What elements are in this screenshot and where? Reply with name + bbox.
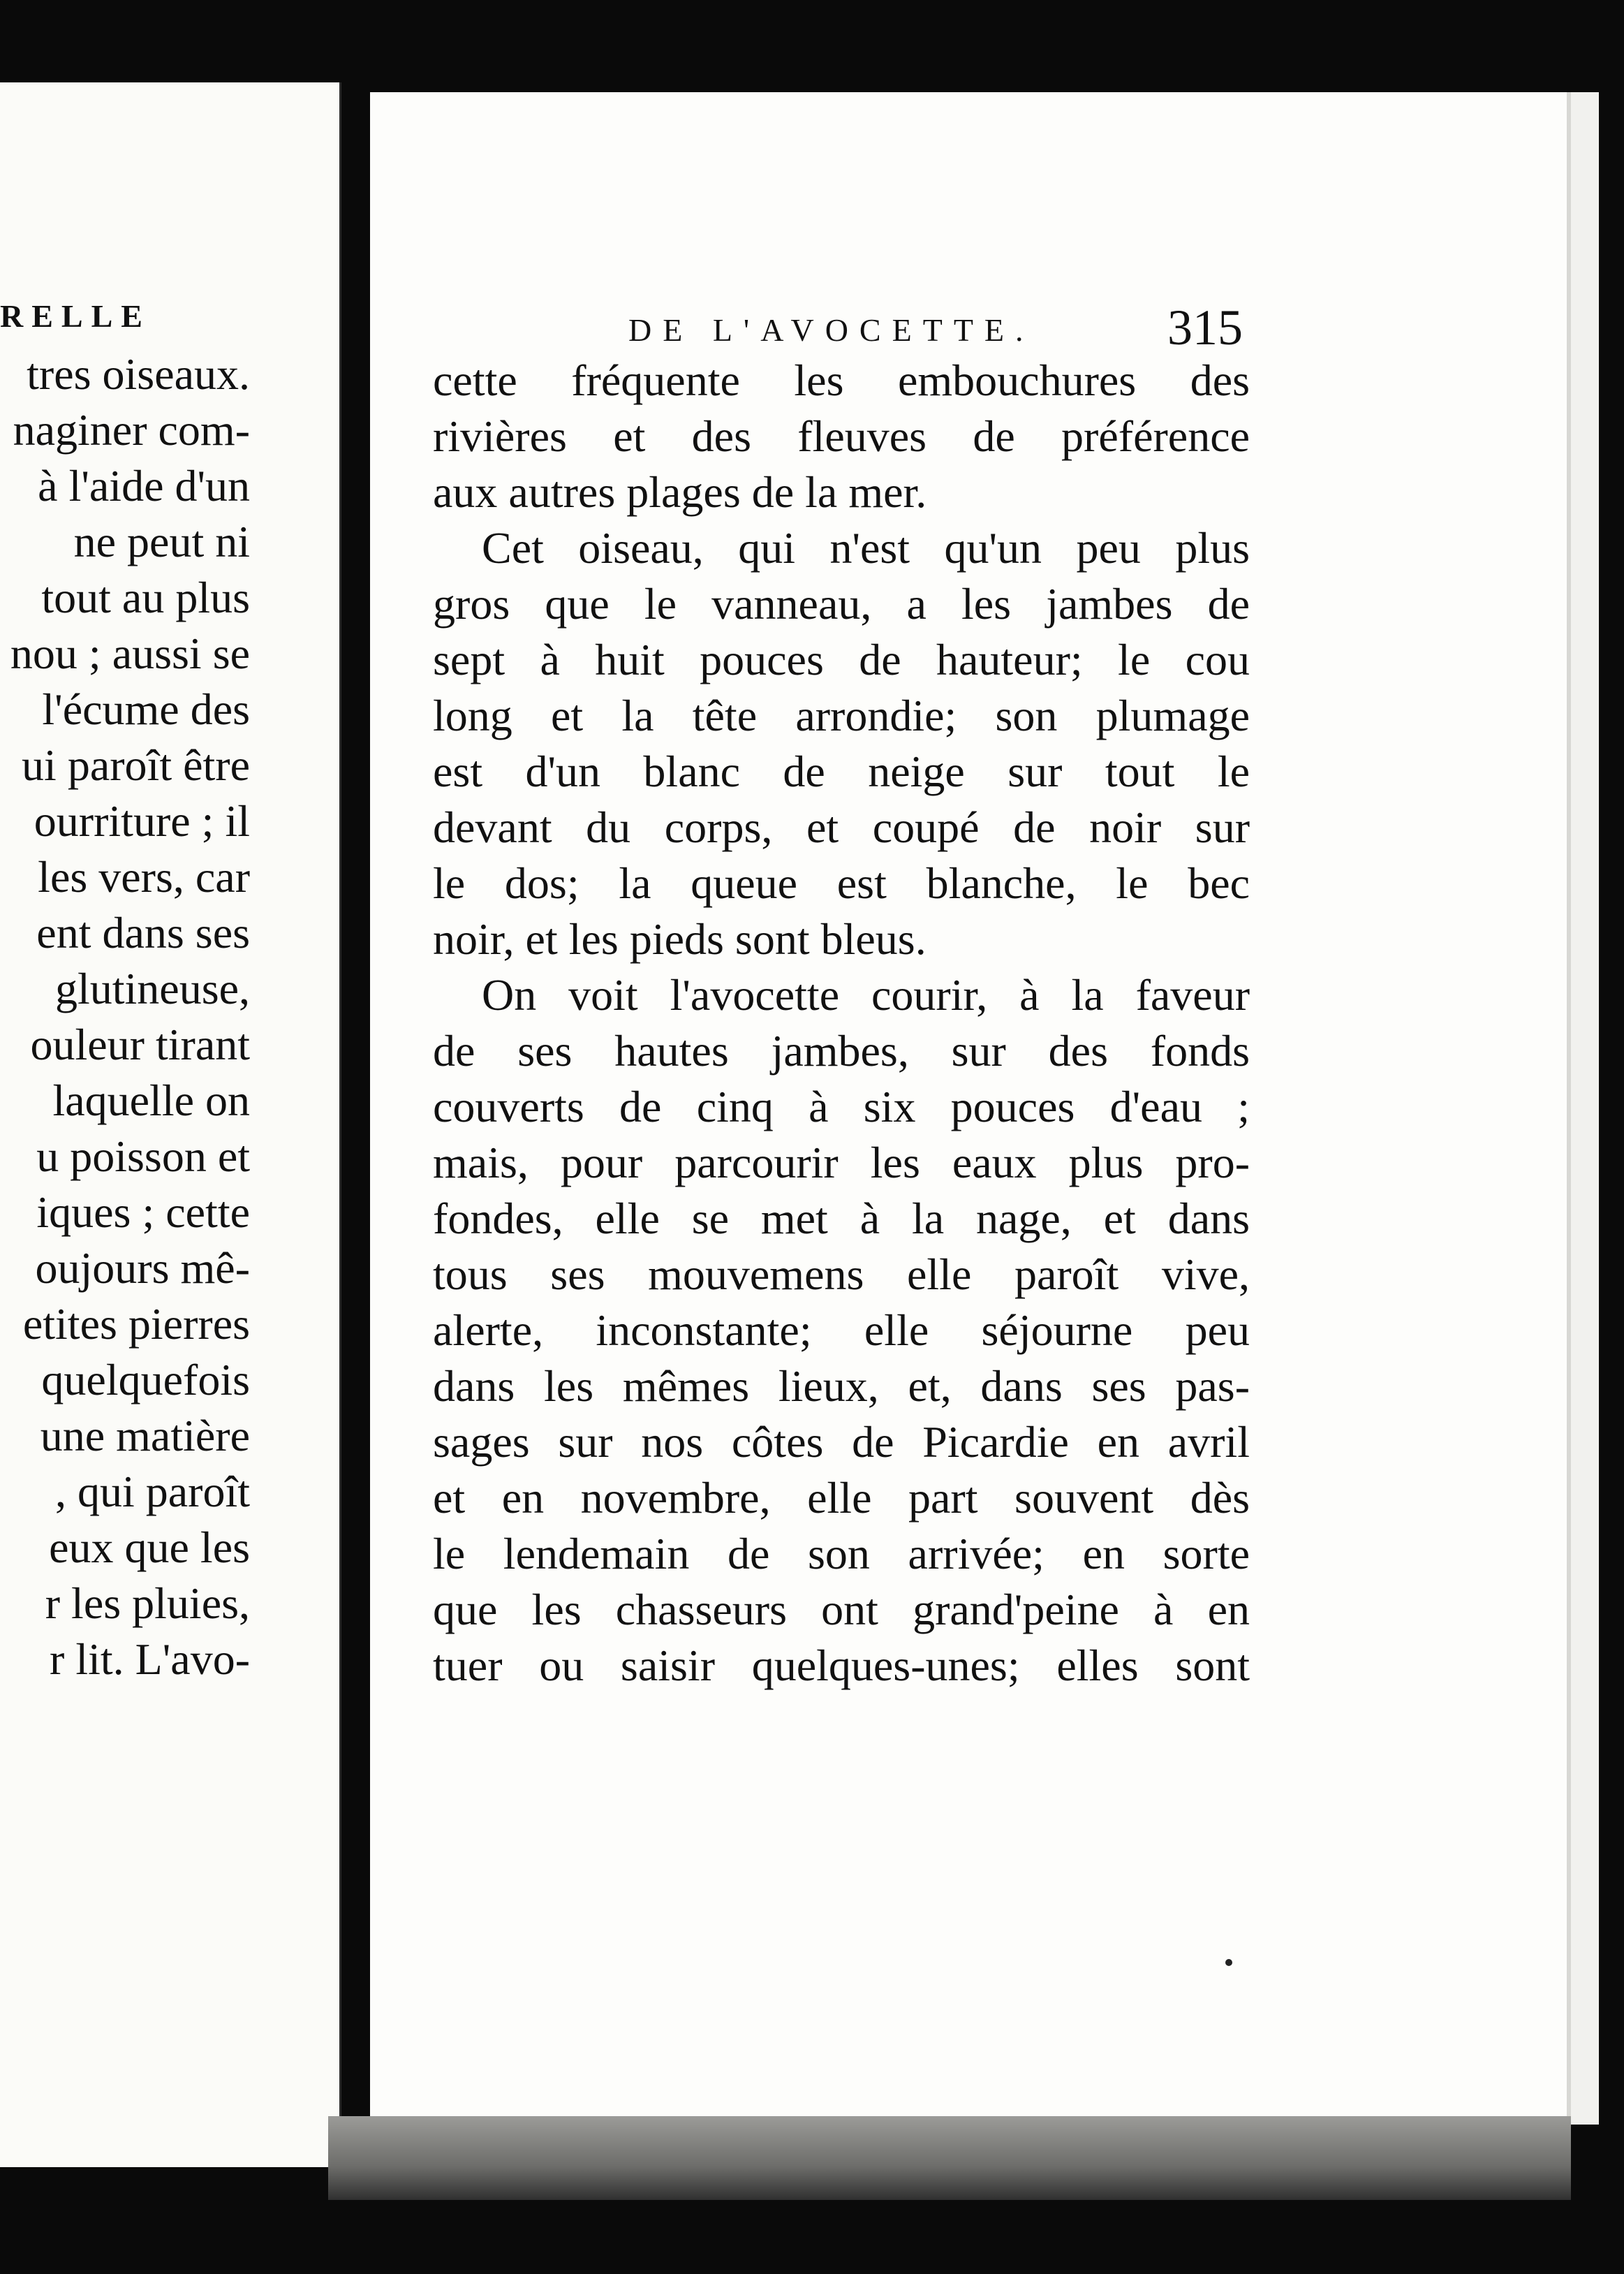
left-text-line: les vers, car <box>38 852 250 902</box>
text-line: sages sur nos côtes de Picardie en avril <box>433 1417 1250 1467</box>
left-text-line: , qui paroît <box>54 1467 250 1516</box>
page-edge-shadow <box>328 2116 1571 2200</box>
text-line: que les chasseurs ont grand'peine à en <box>433 1585 1250 1634</box>
ink-speck <box>1225 1959 1232 1966</box>
text-line: alerte, inconstante; elle séjourne peu <box>433 1305 1250 1355</box>
text-line: fondes, elle se met à la nage, et dans <box>433 1194 1250 1243</box>
left-running-head: RELLE <box>0 298 151 334</box>
running-title: DE L'AVOCETTE. <box>628 312 1035 348</box>
left-text-line: u poisson et <box>36 1131 250 1181</box>
text-line: aux autres plages de la mer. <box>433 467 927 517</box>
left-text-line: ne peut ni <box>73 517 250 566</box>
left-text-line: eux que les <box>49 1523 250 1572</box>
text-line: tuer ou saisir quelques-unes; elles sont <box>433 1641 1250 1690</box>
left-text-line: nou ; aussi se <box>10 629 250 678</box>
text-line: et en novembre, elle part souvent dès <box>433 1473 1250 1523</box>
left-text-line: oujours mê- <box>35 1243 250 1293</box>
left-text-line: quelquefois <box>41 1355 250 1404</box>
text-line: le dos; la queue est blanche, le bec <box>433 858 1250 908</box>
text-line: noir, et les pieds sont bleus. <box>433 914 927 964</box>
text-line: Cet oiseau, qui n'est qu'un peu plus <box>482 523 1250 573</box>
left-text-line: tres oiseaux. <box>27 349 250 399</box>
text-line: dans les mêmes lieux, et, dans ses pas- <box>433 1361 1250 1411</box>
left-text-line: glutineuse, <box>54 964 250 1013</box>
left-text-line: etites pierres <box>22 1299 250 1349</box>
text-line: de ses hautes jambes, sur des fonds <box>433 1026 1250 1076</box>
left-text-line: l'écume des <box>42 684 250 734</box>
page-number: 315 <box>1167 300 1243 355</box>
text-line: devant du corps, et coupé de noir sur <box>433 802 1250 852</box>
left-text-line: r lit. L'avo- <box>50 1634 250 1684</box>
left-text-line: une matière <box>40 1411 250 1460</box>
text-line: On voit l'avocette courir, à la faveur <box>482 970 1250 1020</box>
text-line: rivières et des fleuves de préférence <box>433 411 1250 461</box>
left-text-line: tout au plus <box>41 573 250 622</box>
text-line: gros que le vanneau, a les jambes de <box>433 579 1250 629</box>
left-page-fragment <box>0 82 341 2167</box>
text-line: cette fréquente les embouchures des <box>433 355 1250 405</box>
left-text-line: ent dans ses <box>36 908 250 958</box>
text-line: sept à huit pouces de hauteur; le cou <box>433 635 1250 684</box>
left-text-line: ourriture ; il <box>34 796 250 846</box>
left-text-line: ui paroît être <box>22 740 250 790</box>
text-line: long et la tête arrondie; son plumage <box>433 691 1250 740</box>
text-line: tous ses mouvemens elle paroît vive, <box>433 1249 1250 1299</box>
left-text-line: r les pluies, <box>45 1578 250 1628</box>
text-line: mais, pour parcourir les eaux plus pro- <box>433 1138 1250 1187</box>
left-text-line: à l'aide d'un <box>38 461 250 511</box>
left-text-line: iques ; cette <box>36 1187 250 1237</box>
text-line: couverts de cinq à six pouces d'eau ; <box>433 1082 1250 1131</box>
body-text <box>433 353 1250 1694</box>
left-text-line: naginer com- <box>13 405 250 455</box>
left-page-text <box>10 346 250 1687</box>
text-line: est d'un blanc de neige sur tout le <box>433 747 1250 796</box>
text-line: le lendemain de son arrivée; en sorte <box>433 1529 1250 1578</box>
left-text-line: laquelle on <box>52 1076 250 1125</box>
left-text-line: ouleur tirant <box>30 1020 250 1069</box>
